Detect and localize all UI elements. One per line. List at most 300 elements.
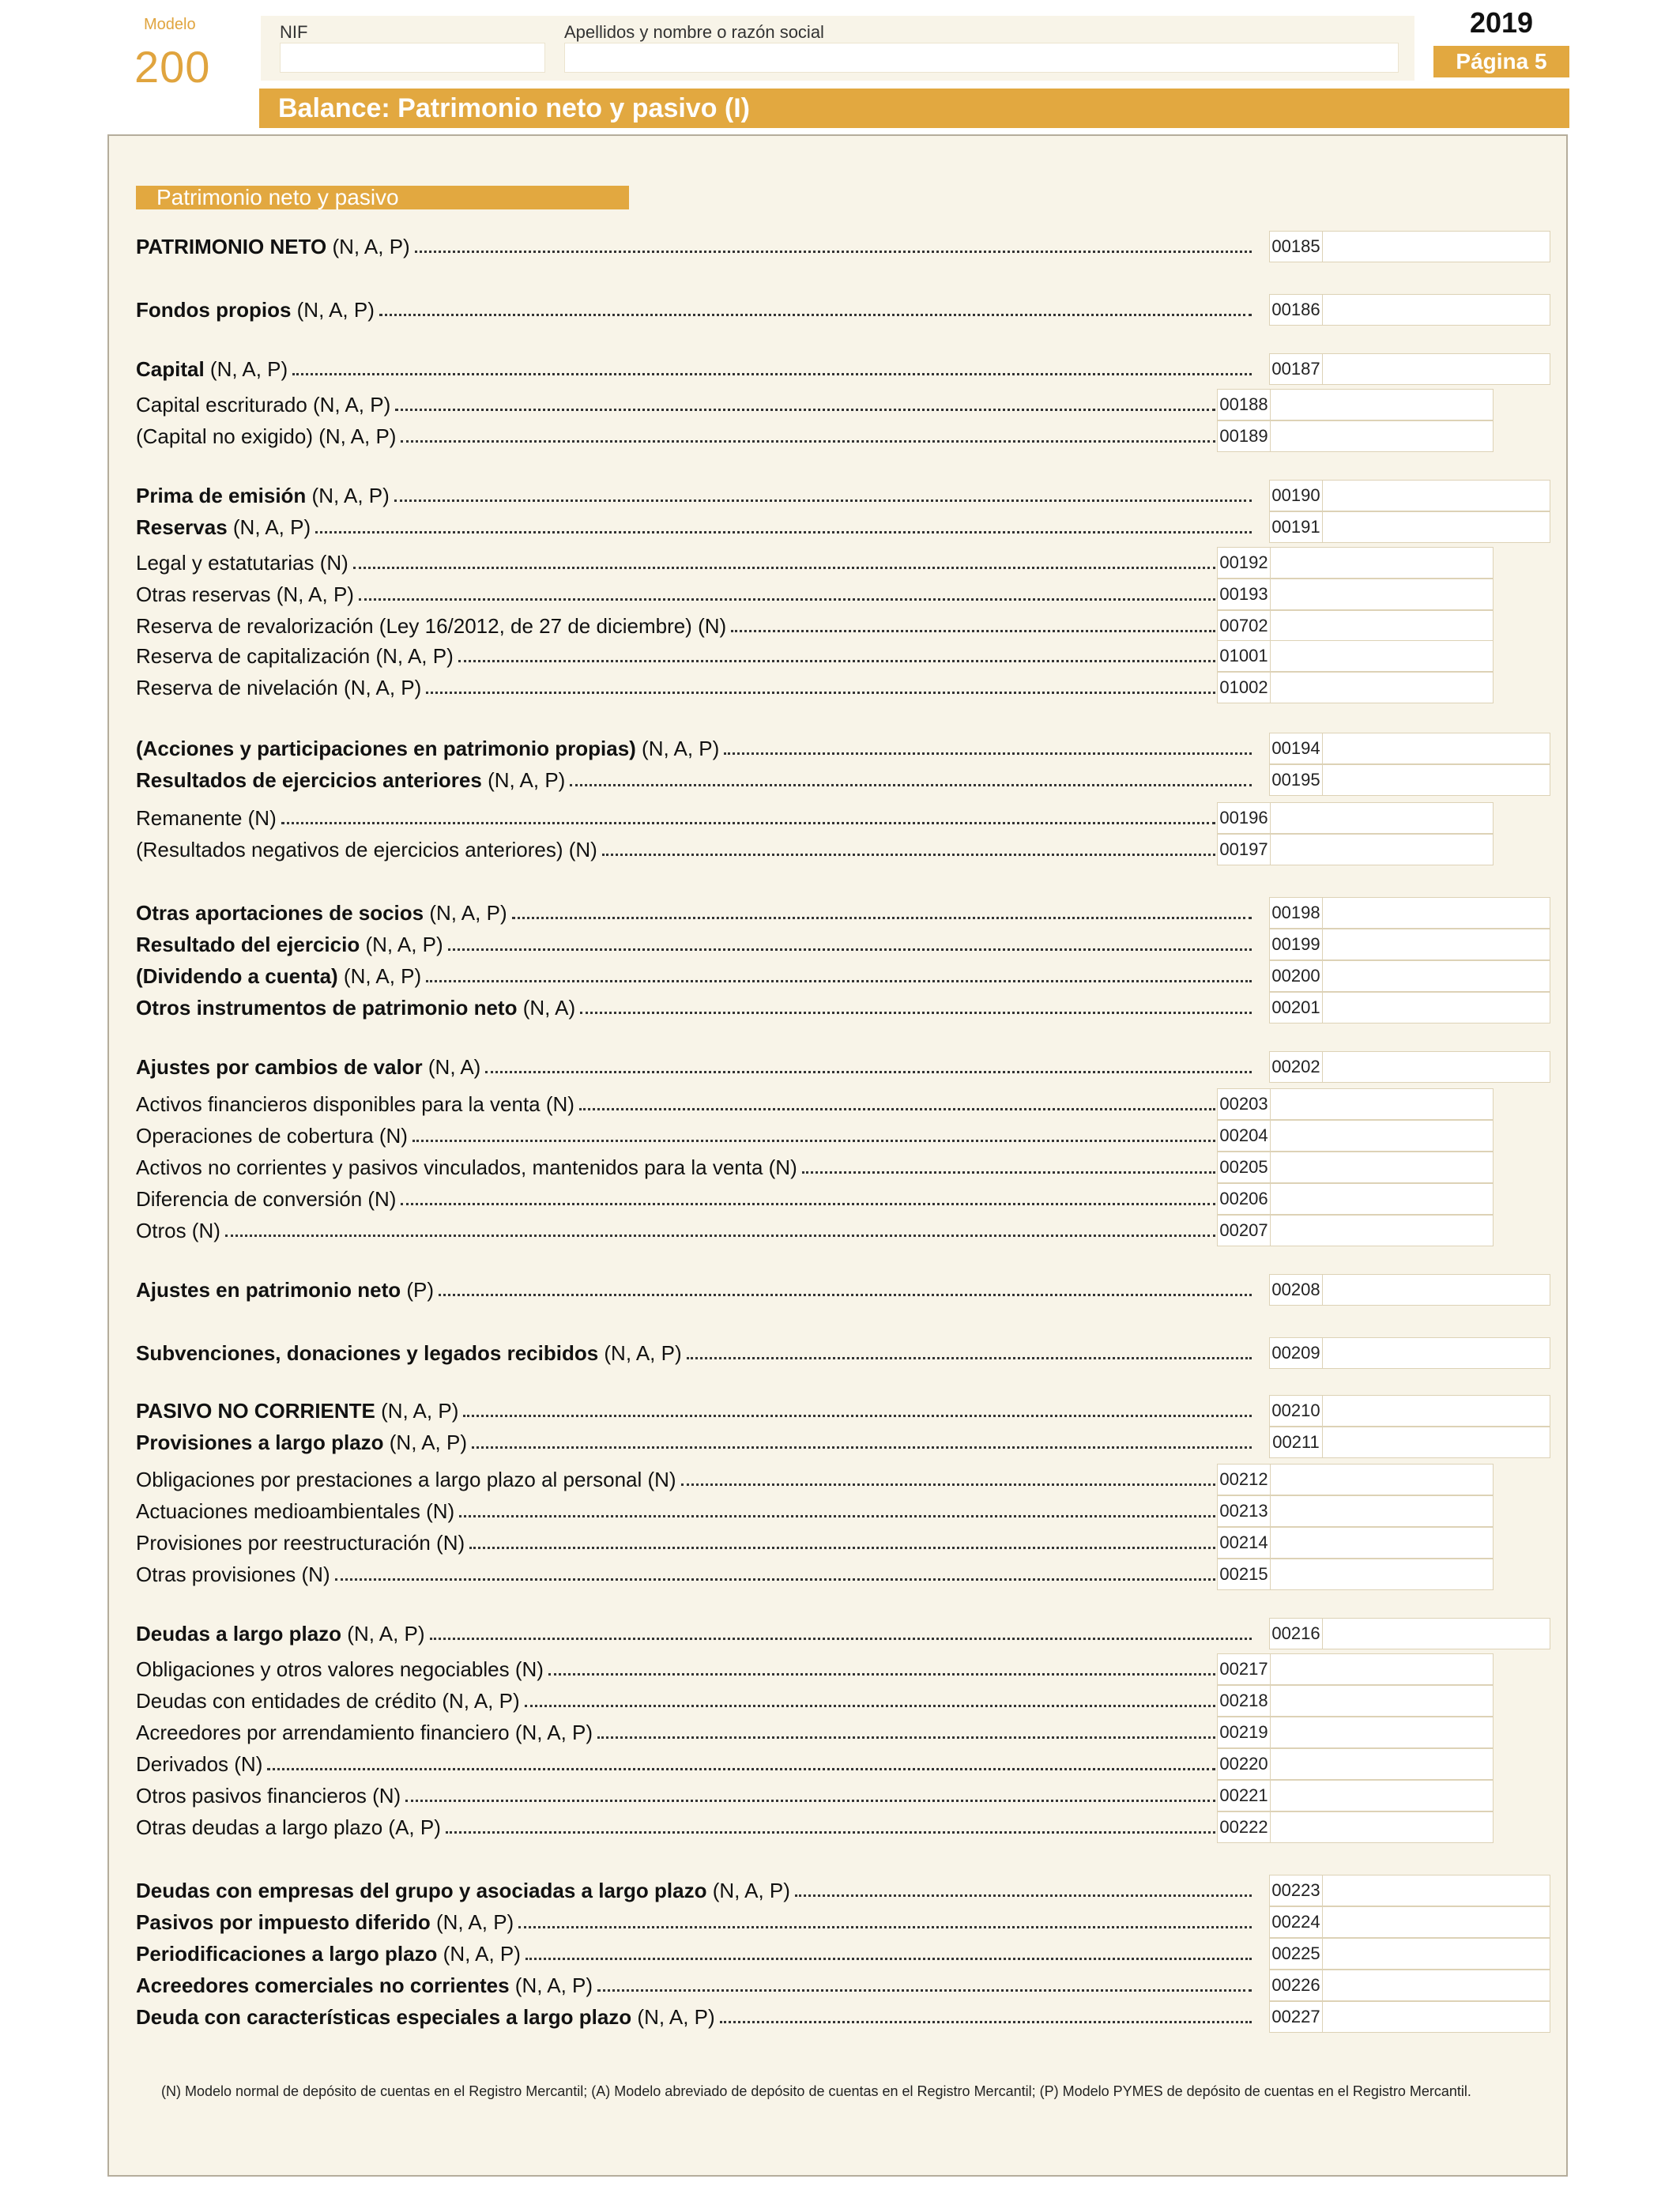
amount-input[interactable]	[1323, 1274, 1550, 1306]
row-label-text: Activos financieros disponibles para la venta (N)	[136, 1092, 574, 1116]
balance-row-00193	[136, 575, 1220, 607]
row-label-bold: (Acciones y participaciones en patrimonio propias)	[136, 737, 636, 760]
row-label	[136, 1278, 434, 1302]
field-code: 00208	[1269, 1274, 1323, 1306]
balance-row-00225	[136, 1935, 1256, 1966]
balance-row-00202	[136, 1048, 1256, 1080]
row-label	[136, 1468, 676, 1492]
row-label-bold: Deudas con empresas del grupo y asociadas a largo plazo	[136, 1879, 707, 1902]
row-label	[136, 2005, 715, 2030]
row-label	[136, 424, 396, 449]
row-label-text: Deudas con entidades de crédito (N, A, P)	[136, 1689, 520, 1713]
row-label-text: (N, A, P)	[706, 1879, 790, 1902]
balance-row-01001	[136, 637, 1220, 669]
field-code: 00200	[1269, 960, 1323, 992]
leader-dots	[315, 531, 1252, 533]
section-title: Patrimonio neto y pasivo	[136, 186, 629, 209]
amount-input[interactable]	[1271, 1120, 1494, 1152]
row-label	[136, 1657, 544, 1682]
nif-field[interactable]	[280, 43, 545, 73]
row-label	[136, 1563, 330, 1587]
row-label	[136, 582, 354, 607]
balance-row-00210	[136, 1392, 1256, 1423]
amount-box-00214	[1217, 1527, 1494, 1559]
leader-dots	[394, 499, 1252, 502]
year: 2019	[1469, 6, 1534, 39]
amount-input[interactable]	[1271, 1215, 1494, 1246]
row-label-text: (N, A, P)	[291, 298, 375, 322]
row-label	[136, 1341, 682, 1366]
balance-row-00189	[136, 417, 1220, 449]
row-label-text: (N, A, P)	[481, 768, 566, 792]
leader-dots	[580, 1012, 1252, 1014]
balance-row-00212	[136, 1461, 1220, 1492]
amount-input[interactable]	[1323, 897, 1550, 929]
amount-input[interactable]	[1271, 672, 1494, 703]
amount-box-00193	[1217, 579, 1494, 610]
balance-row-00191	[136, 508, 1256, 540]
row-label-text: (N, A, P)	[341, 1622, 425, 1646]
row-label-text: Capital escriturado (N, A, P)	[136, 393, 391, 417]
amount-input[interactable]	[1271, 1811, 1494, 1843]
leader-dots	[446, 1831, 1215, 1834]
amount-input[interactable]	[1323, 1427, 1550, 1458]
row-label-text: Legal y estatutarias (N)	[136, 551, 348, 575]
amount-box-00217	[1217, 1653, 1494, 1685]
leader-dots	[463, 1415, 1252, 1417]
field-code: 00186	[1269, 294, 1323, 326]
leader-dots	[379, 314, 1252, 316]
row-label	[136, 614, 726, 639]
leader-dots	[458, 660, 1215, 662]
balance-row-00203	[136, 1085, 1220, 1117]
amount-box-00204	[1217, 1120, 1494, 1152]
row-label	[136, 298, 375, 322]
field-code: 00215	[1217, 1559, 1271, 1590]
amount-input[interactable]	[1323, 929, 1550, 960]
leader-dots	[448, 948, 1252, 951]
row-label-bold: Subvenciones, donaciones y legados recibidos	[136, 1341, 599, 1365]
amount-box-00212	[1217, 1464, 1494, 1495]
amount-box-00196	[1217, 802, 1494, 834]
footnote: (N) Modelo normal de depósito de cuentas en el Registro Mercantil; (A) Modelo abreviado de depósito de cuentas en el Registro Mercantil; (P) Modelo PYMES de depósito de cuentas en el Registro Mercantil.	[161, 2083, 1471, 2099]
row-label-text: Provisiones por reestructuración (N)	[136, 1531, 465, 1555]
amount-box-00192	[1217, 547, 1494, 579]
leader-dots	[518, 1926, 1252, 1928]
row-label-text: (N, A, P)	[631, 2005, 715, 2029]
field-code: 00187	[1269, 353, 1323, 385]
leader-dots	[802, 1171, 1215, 1174]
amount-input[interactable]	[1323, 511, 1550, 543]
amount-input[interactable]	[1323, 733, 1550, 764]
balance-row-00208	[136, 1271, 1256, 1302]
amount-box-00216	[1269, 1618, 1550, 1649]
balance-row-00219	[136, 1713, 1220, 1745]
row-label	[136, 1973, 593, 1998]
amount-input[interactable]	[1323, 1337, 1550, 1369]
leader-dots	[359, 598, 1215, 601]
amount-box-00206	[1217, 1183, 1494, 1215]
row-label-text: (N, A, P)	[326, 235, 410, 258]
amount-box-00220	[1217, 1748, 1494, 1780]
amount-input[interactable]	[1323, 231, 1550, 262]
leader-dots	[472, 1446, 1252, 1449]
row-label-text: (N, A, P)	[204, 357, 288, 381]
amount-box-00201	[1269, 992, 1550, 1023]
field-code: 00218	[1217, 1685, 1271, 1717]
amount-input[interactable]	[1271, 610, 1494, 642]
balance-row-00227	[136, 1998, 1256, 2030]
leader-dots	[412, 1140, 1215, 1142]
row-label-text: (N, A, P)	[337, 964, 422, 988]
row-label	[136, 1431, 467, 1455]
row-label-text: Obligaciones y otros valores negociables (N)	[136, 1657, 544, 1681]
balance-row-00221	[136, 1777, 1220, 1808]
field-code: 00216	[1269, 1618, 1323, 1649]
amount-box-00205	[1217, 1152, 1494, 1183]
row-label-text: (N, A, P)	[306, 484, 390, 507]
balance-row-00211	[136, 1423, 1256, 1455]
amount-input[interactable]	[1323, 1618, 1550, 1649]
balance-row-00223	[136, 1872, 1256, 1903]
balance-row-00204	[136, 1117, 1220, 1148]
row-label-text: Otras deudas a largo plazo (A, P)	[136, 1815, 441, 1839]
amount-box-00223	[1269, 1875, 1550, 1906]
amount-input[interactable]	[1323, 294, 1550, 326]
row-label	[136, 1622, 425, 1646]
row-label-text: (Resultados negativos de ejercicios anteriores) (N)	[136, 838, 597, 861]
row-label-text: Diferencia de conversión (N)	[136, 1187, 397, 1211]
field-code: 00193	[1217, 579, 1271, 610]
balance-row-00214	[136, 1524, 1220, 1555]
row-label	[136, 1721, 593, 1745]
amount-input[interactable]	[1323, 1875, 1550, 1906]
amount-box-00200	[1269, 960, 1550, 992]
row-label-text: Otros (N)	[136, 1219, 220, 1242]
amount-input[interactable]	[1271, 1780, 1494, 1811]
amount-input[interactable]	[1271, 1685, 1494, 1717]
balance-row-00185	[136, 228, 1256, 259]
leader-dots	[405, 1800, 1215, 1802]
field-code: 00227	[1269, 2001, 1323, 2033]
row-label	[136, 768, 565, 793]
amount-input[interactable]	[1271, 1717, 1494, 1748]
leader-dots	[426, 980, 1252, 982]
leader-dots	[548, 1673, 1215, 1676]
row-label	[136, 1784, 401, 1808]
row-label	[136, 737, 719, 761]
row-label-text: Reserva de nivelación (N, A, P)	[136, 676, 422, 699]
field-code: 00201	[1269, 992, 1323, 1023]
amount-box-00186	[1269, 294, 1550, 326]
row-label-text: Otros pasivos financieros (N)	[136, 1784, 401, 1808]
field-code: 00188	[1217, 389, 1271, 420]
row-label-bold: PATRIMONIO NETO	[136, 235, 327, 258]
row-label-text: (N, A)	[422, 1055, 481, 1079]
row-label	[136, 1752, 262, 1777]
amount-input[interactable]	[1323, 1395, 1550, 1427]
row-label-bold: Resultado del ejercicio	[136, 933, 360, 956]
amount-box-00213	[1217, 1495, 1494, 1527]
row-label	[136, 933, 443, 957]
leader-dots	[225, 1235, 1215, 1237]
row-label-text: (P)	[401, 1278, 435, 1302]
row-label	[136, 357, 288, 382]
amount-input[interactable]	[1271, 1653, 1494, 1685]
amount-box-00199	[1269, 929, 1550, 960]
field-code: 00196	[1217, 802, 1271, 834]
row-label	[136, 1531, 465, 1555]
row-label-text: (N, A, P)	[375, 1399, 459, 1423]
balance-row-00218	[136, 1682, 1220, 1713]
row-label-text: Otras reservas (N, A, P)	[136, 582, 354, 606]
leader-dots	[439, 1294, 1252, 1296]
page-title: Balance: Patrimonio neto y pasivo (I)	[259, 89, 1569, 128]
field-code: 00226	[1269, 1970, 1323, 2001]
leader-dots	[401, 440, 1215, 443]
row-label	[136, 806, 277, 831]
amount-input[interactable]	[1323, 764, 1550, 796]
field-code: 00702	[1217, 610, 1271, 642]
amount-input[interactable]	[1271, 1559, 1494, 1590]
row-label-bold: Deuda con características especiales a largo plazo	[136, 2005, 632, 2029]
balance-row-00215	[136, 1555, 1220, 1587]
amount-box-00227	[1269, 2001, 1550, 2033]
balance-row-00187	[136, 350, 1256, 382]
amount-input[interactable]	[1323, 480, 1550, 511]
row-label-text: (Capital no exigido) (N, A, P)	[136, 424, 397, 448]
amount-box-00215	[1217, 1559, 1494, 1590]
amount-input[interactable]	[1271, 579, 1494, 610]
field-code: 00194	[1269, 733, 1323, 764]
leader-dots	[267, 1768, 1215, 1770]
balance-row-00186	[136, 291, 1256, 322]
balance-row-00192	[136, 544, 1220, 575]
field-code: 00203	[1217, 1088, 1271, 1120]
row-label-bold: Prima de emisión	[136, 484, 307, 507]
amount-box-00203	[1217, 1088, 1494, 1120]
amount-input[interactable]	[1271, 640, 1494, 672]
field-code: 00198	[1269, 897, 1323, 929]
leader-dots	[795, 1894, 1252, 1897]
amount-box-00207	[1217, 1215, 1494, 1246]
amount-box-00222	[1217, 1811, 1494, 1843]
field-code: 00220	[1217, 1748, 1271, 1780]
field-code: 00210	[1269, 1395, 1323, 1427]
amount-input[interactable]	[1271, 834, 1494, 865]
amount-input[interactable]	[1271, 547, 1494, 579]
row-label	[136, 1219, 220, 1243]
row-label	[136, 1155, 797, 1180]
field-code: 00209	[1269, 1337, 1323, 1369]
leader-dots	[731, 630, 1215, 632]
amount-input[interactable]	[1271, 420, 1494, 452]
row-label-bold: (Dividendo a cuenta)	[136, 964, 338, 988]
row-label-bold: Deudas a largo plazo	[136, 1622, 342, 1646]
row-label-text: (N, A, P)	[635, 737, 720, 760]
field-code: 00225	[1269, 1938, 1323, 1970]
amount-input[interactable]	[1323, 1051, 1550, 1083]
balance-row-00196	[136, 799, 1220, 831]
row-label	[136, 1399, 458, 1423]
leader-dots	[602, 854, 1215, 856]
leader-dots	[281, 822, 1215, 824]
amount-box-00210	[1269, 1395, 1550, 1427]
leader-dots	[687, 1357, 1252, 1359]
amount-input[interactable]	[1323, 1970, 1550, 2001]
balance-row-01002	[136, 669, 1220, 700]
row-label-bold: Pasivos por impuesto diferido	[136, 1910, 431, 1934]
balance-row-00209	[136, 1334, 1256, 1366]
row-label-text: Acreedores por arrendamiento financiero (N, A, P)	[136, 1721, 593, 1744]
row-label-bold: Fondos propios	[136, 298, 292, 322]
field-code: 00222	[1217, 1811, 1271, 1843]
field-code: 00185	[1269, 231, 1323, 262]
row-label-bold: PASIVO NO CORRIENTE	[136, 1399, 375, 1423]
amount-box-00221	[1217, 1780, 1494, 1811]
amount-input[interactable]	[1271, 1152, 1494, 1183]
leader-dots	[512, 917, 1252, 919]
row-label	[136, 1815, 441, 1840]
field-code: 00202	[1269, 1051, 1323, 1083]
amount-input[interactable]	[1271, 1183, 1494, 1215]
balance-row-00188	[136, 386, 1220, 417]
amount-input[interactable]	[1323, 960, 1550, 992]
row-label-text: Reserva de revalorización (Ley 16/2012, de 27 de diciembre) (N)	[136, 614, 727, 638]
row-label-text: Obligaciones por prestaciones a largo plazo al personal (N)	[136, 1468, 676, 1491]
balance-row-00207	[136, 1212, 1220, 1243]
row-label-text: (N, A, P)	[383, 1431, 468, 1454]
balance-row-00206	[136, 1180, 1220, 1212]
row-label-bold: Capital	[136, 357, 205, 381]
page-badge: Página 5	[1433, 46, 1569, 77]
row-label-text: (N, A, P)	[360, 933, 443, 956]
row-label-text: Remanente (N)	[136, 806, 277, 830]
row-label-text: Operaciones de cobertura (N)	[136, 1124, 408, 1148]
amount-input[interactable]	[1271, 1495, 1494, 1527]
row-label	[136, 901, 507, 925]
field-code: 00205	[1217, 1152, 1271, 1183]
row-label	[136, 1689, 520, 1713]
amount-box-00187	[1269, 353, 1550, 385]
modelo-label: Modelo	[144, 16, 196, 33]
row-label-bold: Ajustes por cambios de valor	[136, 1055, 423, 1079]
amount-box-01002	[1217, 672, 1494, 703]
amount-input[interactable]	[1271, 1748, 1494, 1780]
amount-box-00195	[1269, 764, 1550, 796]
balance-row-00200	[136, 957, 1256, 989]
balance-row-00198	[136, 894, 1256, 925]
amount-box-00208	[1269, 1274, 1550, 1306]
amount-box-01001	[1217, 640, 1494, 672]
row-label-text: Reserva de capitalización (N, A, P)	[136, 644, 454, 668]
leader-dots	[335, 1578, 1215, 1581]
row-label-text: (N, A)	[517, 996, 576, 1020]
balance-row-00226	[136, 1966, 1256, 1998]
row-label-text: (N, A, P)	[509, 1973, 593, 1997]
amount-input[interactable]	[1271, 1088, 1494, 1120]
field-code: 00190	[1269, 480, 1323, 511]
amount-box-00209	[1269, 1337, 1550, 1369]
row-label-text: (N, A, P)	[430, 1910, 514, 1934]
field-code: 00224	[1269, 1906, 1323, 1938]
amount-input[interactable]	[1271, 802, 1494, 834]
leader-dots	[681, 1483, 1215, 1486]
field-code: 00207	[1217, 1215, 1271, 1246]
amount-input[interactable]	[1271, 1527, 1494, 1559]
amount-input[interactable]	[1323, 1938, 1550, 1970]
row-label	[136, 644, 454, 669]
row-label	[136, 964, 421, 989]
amount-box-00191	[1269, 511, 1550, 543]
amount-box-00224	[1269, 1906, 1550, 1938]
amount-box-00190	[1269, 480, 1550, 511]
field-code: 00195	[1269, 764, 1323, 796]
leader-dots	[597, 1989, 1252, 1992]
row-label	[136, 1879, 790, 1903]
balance-row-00197	[136, 831, 1220, 862]
amount-input[interactable]	[1271, 389, 1494, 420]
amount-box-00702	[1217, 610, 1494, 642]
balance-row-00205	[136, 1148, 1220, 1180]
leader-dots	[469, 1547, 1215, 1549]
field-code: 00199	[1269, 929, 1323, 960]
name-field[interactable]	[564, 43, 1399, 73]
amount-box-00218	[1217, 1685, 1494, 1717]
amount-input[interactable]	[1271, 1464, 1494, 1495]
row-label-bold: Acreedores comerciales no corrientes	[136, 1973, 510, 1997]
amount-box-00211	[1269, 1427, 1550, 1458]
field-code: 00192	[1217, 547, 1271, 579]
row-label	[136, 1187, 396, 1212]
row-label-text: (N, A, P)	[227, 515, 311, 539]
balance-row-00194	[136, 729, 1256, 761]
amount-input[interactable]	[1323, 353, 1550, 385]
amount-box-00188	[1217, 389, 1494, 420]
leader-dots	[430, 1638, 1252, 1640]
balance-row-00195	[136, 761, 1256, 793]
row-label-bold: Otros instrumentos de patrimonio neto	[136, 996, 518, 1020]
field-code: 01001	[1217, 640, 1271, 672]
amount-input[interactable]	[1323, 2001, 1550, 2033]
row-label-bold: Reservas	[136, 515, 228, 539]
row-label	[136, 1055, 480, 1080]
field-code: 00223	[1269, 1875, 1323, 1906]
balance-row-00220	[136, 1745, 1220, 1777]
row-label-text: Actuaciones medioambientales (N)	[136, 1499, 455, 1523]
leader-dots	[426, 692, 1215, 694]
leader-dots	[401, 1203, 1215, 1205]
leader-dots	[415, 251, 1252, 253]
row-label-text: Derivados (N)	[136, 1752, 263, 1776]
leader-dots	[395, 409, 1215, 411]
amount-box-00194	[1269, 733, 1550, 764]
field-code: 00217	[1217, 1653, 1271, 1685]
amount-box-00198	[1269, 897, 1550, 929]
balance-row-00199	[136, 925, 1256, 957]
row-label	[136, 1942, 521, 1966]
identification-box	[261, 16, 1414, 81]
amount-input[interactable]	[1323, 992, 1550, 1023]
leader-dots	[525, 1958, 1252, 1960]
row-label-text: Activos no corrientes y pasivos vinculados, mantenidos para la venta (N)	[136, 1155, 797, 1179]
row-label-bold: Provisiones a largo plazo	[136, 1431, 384, 1454]
leader-dots	[353, 567, 1215, 569]
balance-row-00217	[136, 1650, 1220, 1682]
amount-box-00225	[1269, 1938, 1550, 1970]
amount-input[interactable]	[1323, 1906, 1550, 1938]
amount-box-00197	[1217, 834, 1494, 865]
